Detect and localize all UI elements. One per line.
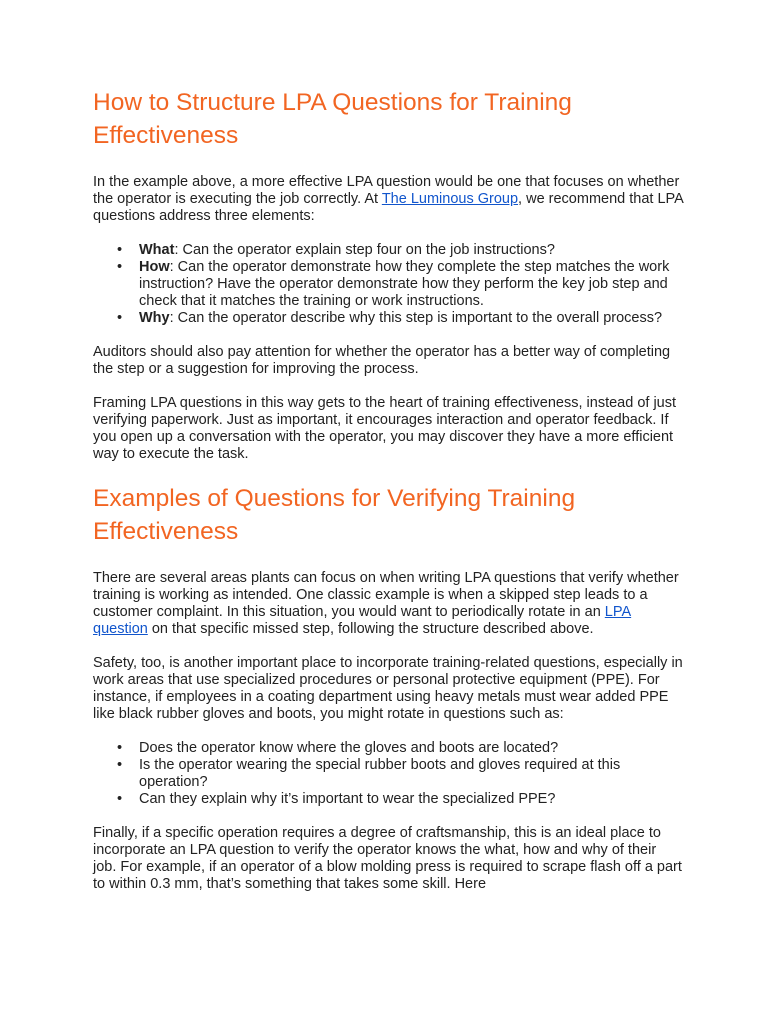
term-why: Why — [139, 310, 170, 326]
luminous-group-link[interactable]: The Luminous Group — [381, 191, 519, 207]
term-what: What — [139, 242, 175, 258]
list-item-text: : Can the operator describe why this step is important to the overall process? — [169, 310, 663, 326]
bullet-icon: • — [117, 740, 123, 756]
list-item-text: Can they explain why it’s important to wear the specialized PPE? — [139, 791, 556, 807]
list-item-text: Does the operator know where the gloves and boots are located? — [139, 740, 559, 756]
list-item-text: : Can the operator explain step four on the job instructions? — [174, 242, 555, 258]
lpa-question-link[interactable]: LPA question — [93, 604, 632, 637]
list-item — [117, 740, 683, 757]
areas-paragraph — [93, 570, 683, 638]
framing-paragraph: Framing LPA questions in this way gets to the heart of training effectiveness, instead of just verifying paperwork. Just as important, it encourages interaction and operator feedback. If you open up a conversation with the operator, you may discover they have a more efficient way to execute the task. — [93, 395, 677, 462]
intro-text-end: , we recommend that LPA questions address three elements: — [93, 191, 683, 224]
bullet-icon: • — [117, 310, 123, 326]
list-item-why — [117, 310, 683, 327]
bullet-icon: • — [117, 242, 123, 258]
list-item — [117, 791, 683, 808]
document-content — [93, 86, 683, 893]
auditors-paragraph: Auditors should also pay attention for whether the operator has a better way of completing the step or a suggestion for improving the process. — [93, 344, 671, 377]
intro-paragraph — [93, 174, 683, 225]
three-elements-list — [93, 242, 683, 327]
list-item-how — [117, 259, 683, 310]
list-item-what — [117, 242, 683, 259]
safety-paragraph: Safety, too, is another important place to incorporate training-related questions, especially in work areas that use specialized procedures or personal protective equipment (PPE). For instance, if employees in a coating department using heavy metals must wear added PPE like black rubber gloves and boots, you might rotate in questions such as: — [93, 655, 683, 722]
areas-text-start: There are several areas plants can focus on when writing LPA questions that verify whether training is working as intended. One classic example is when a skipped step leads to a customer complaint. In this situation, you would want to periodically rotate in an — [93, 570, 679, 620]
intro-text-start: In the example above, a more effective LPA question would be one that focuses on whether the operator is executing the job correctly. At — [93, 174, 680, 207]
heading-structure-lpa-questions: How to Structure LPA Questions for Training Effectiveness — [93, 89, 572, 149]
finally-paragraph: Finally, if a specific operation requires a degree of craftsmanship, this is an ideal place to incorporate an LPA question to verify the operator knows the what, how and why of their job. For example, if an operator of a blow molding press is required to scrape flash off a part to within 0.3 mm, that’s something that takes some skill. Here — [93, 825, 682, 892]
list-item-text: : Can the operator demonstrate how they complete the step matches the work instruction? Have the operator demonstrate how they perform the key job step and check that it matches the training or work instructions. — [139, 259, 670, 309]
list-item-text: Is the operator wearing the special rubber boots and gloves required at this operation? — [139, 757, 621, 790]
heading-examples-of-questions: Examples of Questions for Verifying Training Effectiveness — [93, 485, 576, 545]
bullet-icon: • — [117, 791, 123, 807]
list-item — [117, 757, 683, 791]
areas-text-end: on that specific missed step, following the structure described above. — [147, 621, 594, 637]
bullet-icon: • — [117, 757, 123, 773]
bullet-icon: • — [117, 259, 123, 275]
safety-questions-list — [93, 740, 683, 808]
term-how: How — [139, 259, 170, 275]
